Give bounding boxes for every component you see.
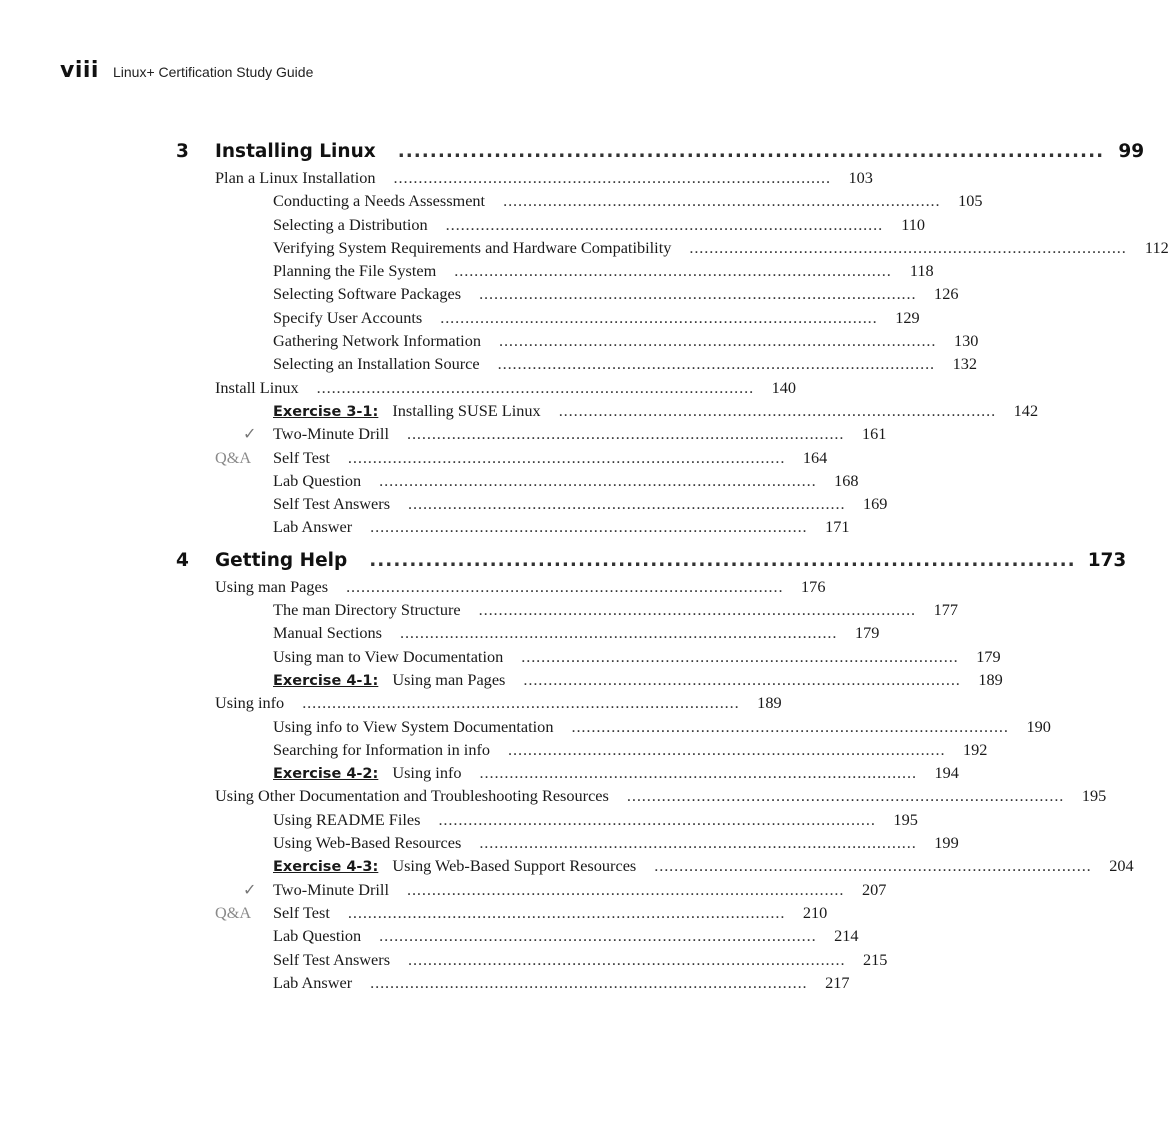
toc-entry[interactable] [0, 378, 816, 401]
entry-title: Self Test Answers [273, 494, 391, 514]
toc-entry[interactable] [0, 716, 1051, 740]
dot-leader: ........................................................................................ [479, 833, 917, 853]
dot-leader: ........................................................................................ [397, 141, 1105, 162]
toc-entry[interactable] [0, 669, 1003, 693]
entry-title: Two-Minute Drill [273, 879, 389, 899]
entry-title: Manual Sections [273, 623, 382, 643]
chapter-title-line [215, 549, 1127, 571]
entry-page-number: 207 [861, 879, 887, 899]
entry-title: Using info [392, 763, 462, 783]
dot-leader: ........................................................................................ [408, 949, 846, 969]
toc-entry[interactable] [0, 447, 828, 471]
exercise-label: Exercise 4-3: [273, 859, 379, 876]
dot-leader: ........................................................................................ [347, 447, 786, 467]
toc-entry[interactable] [0, 809, 918, 833]
entry-line [273, 739, 988, 760]
entry-page-number: 210 [802, 902, 828, 922]
dot-leader: ........................................................................................ [654, 856, 1092, 876]
entry-title: The man Directory Structure [273, 600, 461, 620]
entry-page-number: 195 [1081, 786, 1107, 806]
entry-line [273, 879, 887, 900]
entry-page-number: 189 [757, 693, 782, 713]
entry-page-number: 177 [933, 600, 959, 620]
entry-line [273, 494, 888, 514]
dot-leader: ........................................................................................ [521, 646, 959, 666]
entry-line [273, 214, 926, 235]
dot-leader: ........................................................................................ [558, 400, 997, 420]
entry-page-number: 140 [771, 377, 797, 397]
entry-title: Two-Minute Drill [273, 424, 389, 444]
toc-entry[interactable] [0, 470, 859, 494]
toc-entry[interactable] [0, 833, 959, 856]
entry-title: Searching for Information in info [273, 739, 491, 759]
entry-line [273, 470, 859, 491]
dot-leader: ........................................................................................ [454, 261, 892, 281]
dot-leader: ........................................................................................ [347, 902, 786, 922]
dot-leader: ........................................................................................ [571, 716, 1009, 736]
dot-leader: ........................................................................................ [302, 693, 740, 713]
entry-page-number: 129 [895, 307, 920, 327]
entry-line [273, 716, 1051, 737]
dot-leader: ........................................................................................ [399, 623, 838, 643]
chapter-page-number: 173 [1087, 549, 1127, 571]
toc-entry[interactable] [0, 739, 988, 763]
entry-line [273, 237, 1169, 258]
entry-page-number: 195 [893, 809, 918, 829]
entry-line [273, 809, 918, 830]
toc-entry[interactable] [0, 576, 826, 600]
checkmark-icon: ✓ [243, 879, 257, 899]
entry-line [273, 354, 978, 374]
chapter-heading[interactable] [0, 141, 1145, 167]
toc-entry[interactable] [0, 926, 859, 949]
entry-title: Self Test Answers [273, 949, 391, 969]
dot-leader: ........................................................................................ [508, 739, 946, 759]
entry-line [215, 693, 782, 713]
dot-leader: ........................................................................................ [445, 214, 884, 234]
entry-line [215, 168, 873, 188]
entry-line [273, 331, 979, 351]
dot-leader: ........................................................................................ [370, 972, 808, 992]
toc-entry[interactable] [0, 693, 816, 716]
dot-leader: ........................................................................................ [379, 926, 817, 946]
page-folio: viii [60, 58, 99, 83]
entry-line [273, 284, 959, 304]
toc-entry[interactable] [0, 424, 887, 447]
entry-page-number: 168 [834, 470, 859, 490]
toc-entry[interactable] [0, 902, 828, 926]
entry-line [273, 424, 887, 444]
entry-page-number: 164 [802, 447, 828, 467]
qa-marker: Q&A [215, 447, 252, 467]
dot-leader: ........................................................................................ [440, 307, 878, 327]
toc-entry[interactable] [0, 646, 1001, 670]
entry-line [273, 669, 1003, 690]
toc-entry[interactable] [0, 786, 1107, 809]
entry-page-number: 179 [854, 623, 880, 643]
entry-title: Lab Question [273, 470, 362, 490]
entry-line [273, 191, 983, 211]
toc-entry[interactable] [0, 949, 888, 973]
dot-leader: ........................................................................................ [379, 470, 817, 490]
entry-page-number: 161 [861, 424, 887, 444]
entry-page-number: 118 [909, 261, 934, 281]
entry-title: Lab Answer [273, 517, 353, 537]
dot-leader: ........................................................................................ [479, 284, 917, 304]
toc-entry[interactable] [0, 972, 850, 996]
entry-title: Specify User Accounts [273, 307, 423, 327]
entry-page-number: 112 [1144, 237, 1169, 257]
entry-title: Lab Question [273, 926, 362, 946]
entry-title: Conducting a Needs Assessment [273, 191, 486, 211]
entry-title: Self Test [273, 447, 330, 467]
toc-entry[interactable] [0, 168, 873, 191]
table-of-contents [0, 141, 1169, 996]
entry-line [273, 763, 959, 783]
entry-title: Using info [215, 693, 285, 713]
entry-page-number: 130 [953, 331, 979, 351]
dot-leader: ........................................................................................ [478, 600, 917, 620]
entry-line [273, 447, 828, 468]
toc-entry[interactable] [0, 494, 888, 517]
entry-page-number: 103 [848, 168, 873, 187]
entry-title: Using info to View System Documentation [273, 716, 554, 736]
toc-entry[interactable] [0, 856, 1134, 879]
entry-line [273, 833, 959, 853]
entry-line [273, 623, 880, 643]
toc-entry[interactable] [0, 261, 934, 284]
entry-page-number: 179 [976, 646, 1001, 666]
entry-line [273, 902, 828, 923]
entry-page-number: 192 [963, 739, 988, 759]
entry-line [273, 972, 850, 993]
dot-leader: ........................................................................................ [523, 669, 961, 689]
chapter-number: 3 [176, 141, 189, 162]
entry-line [215, 576, 826, 597]
entry-title: Verifying System Requirements and Hardware Compatibility [273, 237, 672, 257]
entry-line [215, 786, 1107, 806]
entry-line [273, 307, 920, 328]
entry-page-number: 105 [958, 191, 983, 211]
dot-leader: ........................................................................................ [393, 168, 831, 187]
toc-entry[interactable] [0, 237, 1169, 261]
entry-title: Using Web-Based Resources [273, 833, 462, 853]
toc-entry[interactable] [0, 879, 887, 903]
dot-leader: ........................................................................................ [370, 517, 808, 537]
entry-title: Lab Answer [273, 972, 353, 992]
toc-entry[interactable] [0, 600, 959, 623]
toc-entry[interactable] [0, 623, 880, 646]
entry-page-number: 110 [901, 214, 926, 234]
entry-title: Selecting an Installation Source [273, 354, 480, 374]
entry-page-number: 132 [952, 354, 978, 374]
entry-title: Installing SUSE Linux [392, 400, 541, 420]
entry-page-number: 169 [863, 494, 888, 514]
entry-line [273, 926, 859, 946]
chapter-title: Getting Help [215, 549, 348, 571]
entry-page-number: 171 [825, 517, 850, 537]
entry-line [273, 517, 850, 537]
book-title: Linux+ Certification Study Guide [112, 64, 314, 80]
chapter-number: 4 [176, 549, 189, 571]
entry-line [273, 856, 1134, 876]
entry-title: Self Test [273, 902, 330, 922]
toc-entry[interactable] [0, 517, 850, 540]
dot-leader: ........................................................................................ [689, 237, 1127, 257]
toc-entry[interactable] [0, 284, 959, 307]
dot-leader: ........................................................................................ [408, 494, 846, 514]
exercise-label: Exercise 4-1: [273, 672, 379, 689]
dot-leader: ........................................................................................ [626, 786, 1065, 806]
dot-leader: ........................................................................................ [369, 549, 1076, 571]
entry-title: Selecting a Distribution [273, 214, 428, 234]
dot-leader: ........................................................................................ [346, 576, 784, 596]
dot-leader: ........................................................................................ [498, 331, 937, 351]
dot-leader: ........................................................................................ [316, 377, 755, 397]
chapter-heading[interactable] [0, 549, 1127, 576]
entry-title: Planning the File System [273, 261, 437, 281]
entry-page-number: 215 [863, 949, 888, 969]
entry-page-number: 204 [1109, 856, 1134, 876]
entry-title: Install Linux [215, 377, 299, 397]
entry-page-number: 189 [978, 669, 1003, 689]
entry-page-number: 190 [1026, 716, 1051, 736]
entry-line [273, 261, 934, 281]
entry-line [215, 377, 797, 398]
entry-line [273, 600, 959, 620]
entry-title: Using README Files [273, 809, 421, 829]
entry-page-number: 176 [801, 576, 826, 596]
chapter-title-line [215, 141, 1145, 162]
entry-title: Using man Pages [392, 669, 506, 689]
dot-leader: ........................................................................................ [406, 424, 845, 444]
dot-leader: ........................................................................................ [406, 879, 845, 899]
entry-page-number: 214 [834, 926, 859, 946]
entry-title: Gathering Network Information [273, 331, 481, 351]
entry-page-number: 217 [825, 972, 850, 992]
toc-entry[interactable] [0, 191, 983, 214]
qa-marker: Q&A [215, 902, 252, 922]
toc-entry[interactable] [0, 400, 1039, 424]
toc-entry[interactable] [0, 214, 926, 238]
dot-leader: ........................................................................................ [438, 809, 876, 829]
toc-entry[interactable] [0, 354, 978, 377]
entry-title: Plan a Linux Installation [215, 168, 376, 187]
entry-title: Using Other Documentation and Troubleshooting Resources [215, 786, 609, 806]
dot-leader: ........................................................................................ [503, 191, 941, 211]
chapter-title: Installing Linux [215, 141, 376, 162]
entry-line [273, 646, 1001, 667]
entry-title: Using man Pages [215, 576, 329, 596]
checkmark-icon: ✓ [243, 424, 257, 444]
dot-leader: ........................................................................................ [497, 354, 936, 374]
entry-title: Selecting Software Packages [273, 284, 462, 304]
entry-line [273, 949, 888, 970]
exercise-label: Exercise 4-2: [273, 766, 379, 783]
entry-title: Using Web-Based Support Resources [392, 856, 637, 876]
running-header [60, 58, 313, 83]
entry-line [273, 400, 1039, 421]
entry-page-number: 199 [934, 833, 959, 853]
chapter-page-number: 99 [1118, 141, 1145, 162]
entry-page-number: 194 [934, 763, 959, 783]
entry-page-number: 142 [1013, 400, 1039, 420]
toc-entry[interactable] [0, 307, 920, 331]
entry-page-number: 126 [934, 284, 959, 304]
toc-entry[interactable] [0, 331, 979, 354]
entry-title: Using man to View Documentation [273, 646, 504, 666]
exercise-label: Exercise 3-1: [273, 403, 379, 420]
dot-leader: ........................................................................................ [479, 763, 917, 783]
toc-entry[interactable] [0, 763, 959, 786]
